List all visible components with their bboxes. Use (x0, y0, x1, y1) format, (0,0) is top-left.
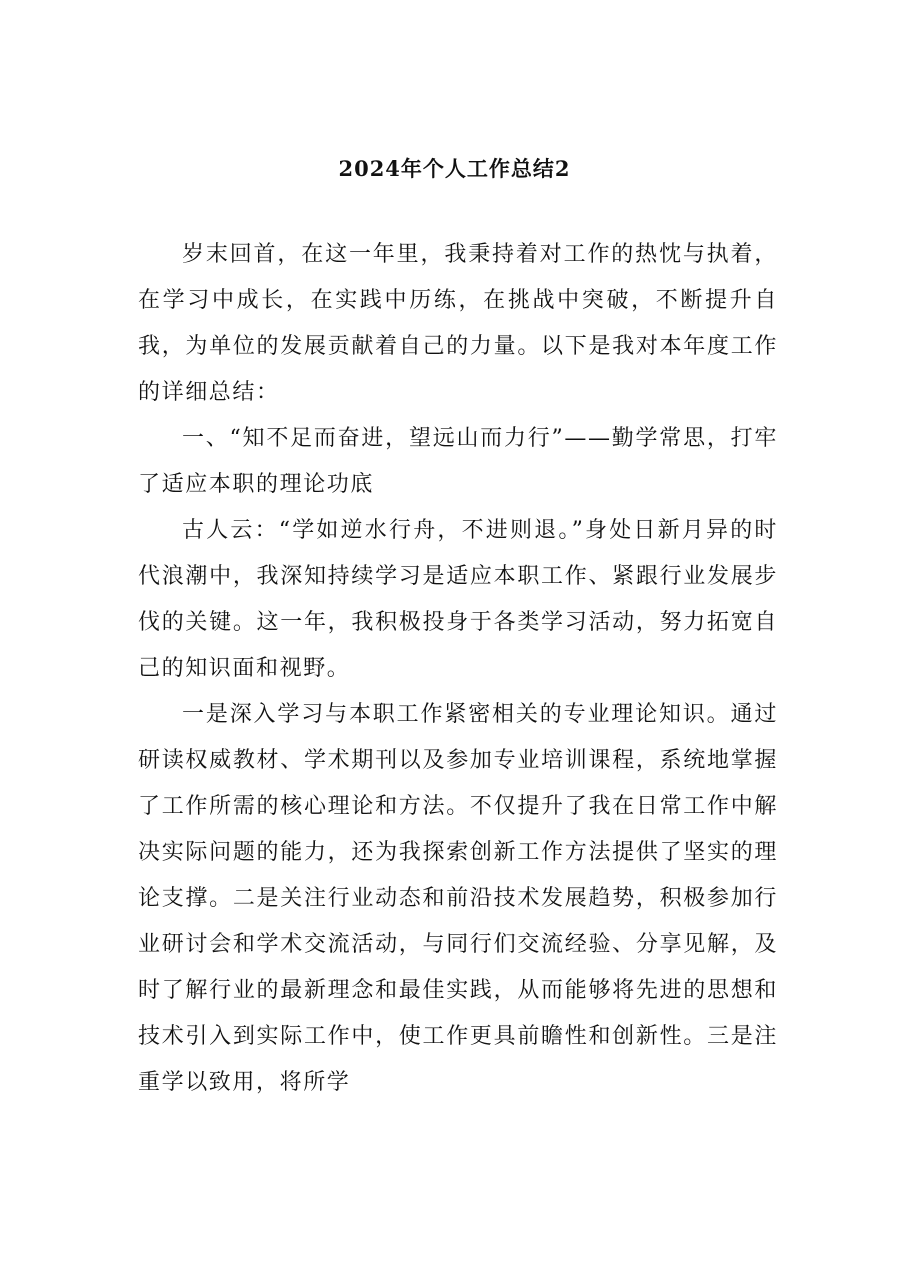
document-title: 2024年个人工作总结2 (338, 156, 571, 181)
paragraph-intro: 岁末回首，在这一年里，我秉持着对工作的热忱与执着，在学习中成长，在实践中历练，在挑战中突破，不断提升自我，为单位的发展贡献着自己的力量。以下是我对本年度工作的详细总结： (138, 242, 778, 405)
paragraph-details: 一是深入学习与本职工作紧密相关的专业理论知识。通过研读权威教材、学术期刊以及参加专业培训课程，系统地掌握了工作所需的核心理论和方法。不仅提升了我在日常工作中解决实际问题的能力，还为我探索创新工作方法提供了坚实的理论支撑。二是关注行业动态和前沿技术发展趋势，积极参加行业研讨会和学术交流活动，与同行们交流经验、分享见解，及时了解行业的最新理念和最佳实践，从而能够将先进的思想和技术引入到实际工作中，使工作更具前瞻性和创新性。三是注重学以致用，将所学 (138, 702, 778, 1095)
document-body (138, 232, 778, 1106)
section-heading-1: 一、“知不足而奋进，望远山而力行”——勤学常思，打牢了适应本职的理论功底 (138, 426, 778, 497)
paragraph-quote: 古人云：“学如逆水行舟，不进则退。”身处日新月异的时代浪潮中，我深知持续学习是适应本职工作、紧跟行业发展步伐的关键。这一年，我积极投身于各类学习活动，努力拓宽自己的知识面和视野。 (138, 518, 778, 681)
